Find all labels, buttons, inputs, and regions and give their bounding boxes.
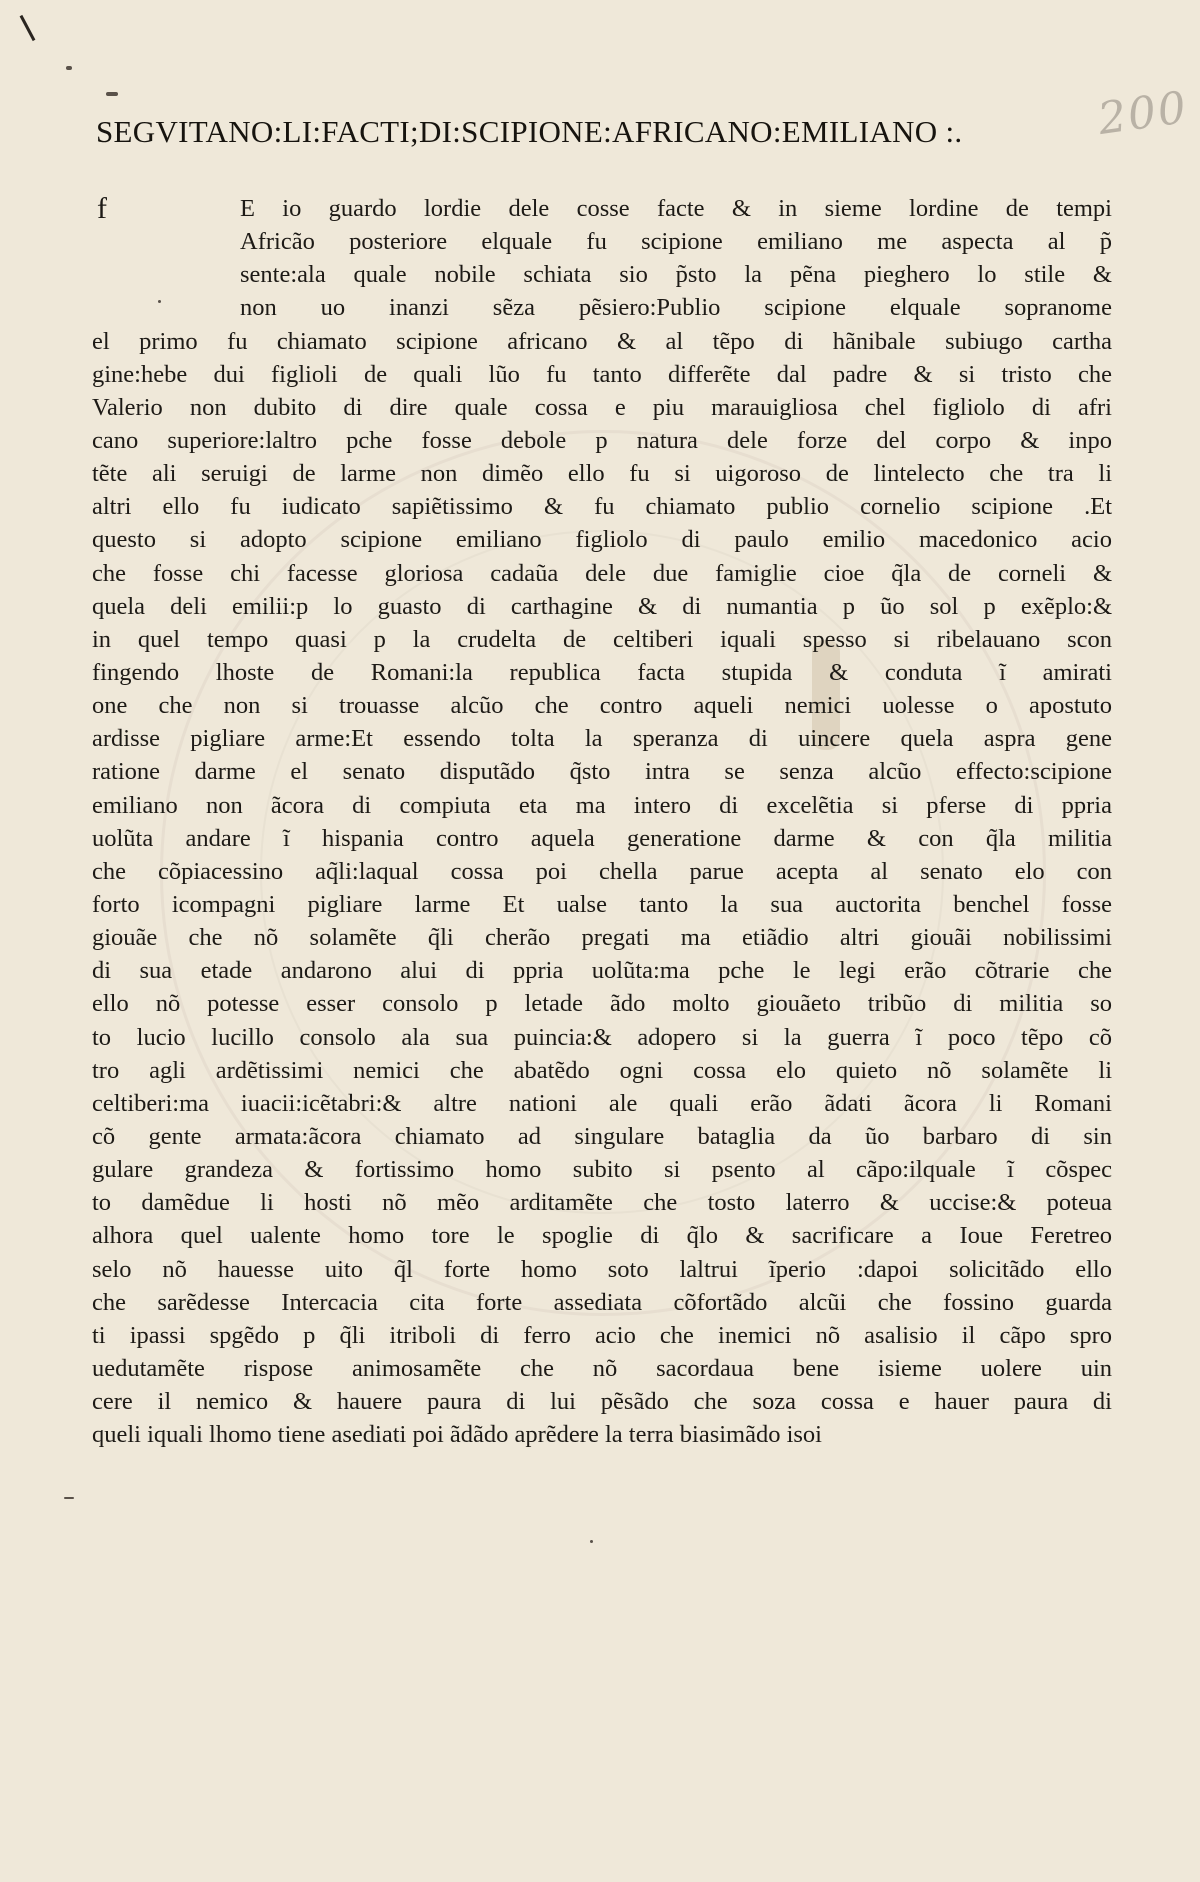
text-line: selo nõ hauesse uito q̃l forte homo soto laltrui ĩperio :dapoi solicitãdo ello: [92, 1255, 1112, 1283]
ink-speck: [64, 1497, 74, 1499]
text-line: celtiberi:ma iuacii:icẽtabri:& altre nationi ale quali erão ãdati ãcora li Romani: [92, 1089, 1112, 1117]
text-line: alhora quel ualente homo tore le spoglie di q̃lo & sacrificare a Ioue Feretreo: [92, 1222, 1112, 1250]
text-line: Valerio non dubito di dire quale cossa e piu marauigliosa chel figliolo di afri: [92, 393, 1112, 421]
text-line: emiliano non ãcora di compiuta eta ma intero di excelẽtia si pferse di ppria: [92, 791, 1112, 819]
text-line: queli iquali lhomo tiene asediati poi ãdãdo aprẽdere la terra biasimãdo isoi: [92, 1421, 822, 1449]
text-line: tẽte ali seruigi de larme non dimẽo ello fu si uigoroso de lintelecto che tra li: [92, 460, 1112, 488]
text-line: one che non si trouasse alcũo che contro aqueli nemici uolesse o apostuto: [92, 692, 1112, 720]
text-line: ardisse pigliare arme:Et essendo tolta la speranza di uincere quela aspra gene: [92, 725, 1112, 753]
text-line: giouãe che nõ solamẽte q̃li cherão pregati ma etiãdio altri giouãi nobilissimi: [92, 924, 1112, 952]
text-line: gine:hebe dui figlioli de quali lũo fu tanto differẽte dal padre & si tristo che: [92, 360, 1112, 388]
text-line: ello nõ potesse esser consolo p letade ãdo molto giouãeto tribũo di militia so: [92, 990, 1112, 1018]
text-line: to lucio lucillo consolo ala sua puincia:& adopero si la guerra ĩ poco tẽpo cõ: [92, 1023, 1112, 1051]
text-line: cere il nemico & hauere paura di lui pẽsãdo che soza cossa e hauer paura di: [92, 1388, 1112, 1416]
ink-speck: [66, 66, 72, 70]
text-line: uedutamẽte rispose animosamẽte che nõ sacordaua bene isieme uolere uin: [92, 1354, 1112, 1382]
text-line: altri ello fu iudicato sapiẽtissimo & fu chiamato publio cornelio scipione .Et: [92, 493, 1112, 521]
text-line: cõ gente armata:ãcora chiamato ad singulare bataglia da ũo barbaro di sin: [92, 1122, 1112, 1150]
text-line: cano superiore:laltro pche fosse debole p natura dele forze del corpo & inpo: [92, 426, 1112, 454]
text-line: non uo inanzi sẽza pẽsiero:Publio scipione elquale sopranome: [240, 294, 1112, 322]
text-line: in quel tempo quasi p la crudelta de celtiberi iquali spesso si ribelauano scon: [92, 625, 1112, 653]
text-line: ratione darme el senato disputãdo q̃sto intra se senza alcũo effecto:scipione: [92, 758, 1112, 786]
text-line: E io guardo lordie dele cosse facte & in sieme lordine de tempi: [240, 195, 1112, 222]
text-line: questo si adopto scipione emiliano figliolo di paulo emilio macedonico acio: [92, 526, 1112, 554]
corner-mark: [20, 15, 36, 41]
text-line: Africão posteriore elquale fu scipione emiliano me aspecta al p̃: [240, 228, 1112, 256]
ink-speck: [106, 92, 118, 96]
folio-number-annotation: 200: [1094, 81, 1192, 146]
text-line: che fosse chi facesse gloriosa cadaũa dele due famiglie cioe q̃la de corneli &: [92, 559, 1112, 587]
text-line: gulare grandeza & fortissimo homo subito si psento al cãpo:ilquale ĩ cõspec: [92, 1156, 1112, 1184]
text-line: quela deli emilii:p lo guasto di carthagine & di numantia p ũo sol p exẽplo:&: [92, 592, 1112, 620]
text-line: che sarẽdesse Intercacia cita forte assediata cõfortãdo alcũi che fossino guarda: [92, 1288, 1112, 1316]
text-line: uolũta andare ĩ hispania contro aquela generatione darme & con q̃la militia: [92, 824, 1112, 852]
text-line: ti ipassi spgẽdo p q̃li itriboli di ferro acio che inemici nõ asalisio il cãpo spro: [92, 1321, 1112, 1349]
text-line: che cõpiacessino aq̃li:laqual cossa poi chella parue acepta al senato elo con: [92, 857, 1112, 885]
body-text: [92, 192, 1112, 1451]
initial-guide-letter: f: [97, 192, 107, 225]
text-line: fingendo lhoste de Romani:la republica facta stupida & conduta ĩ amirati: [92, 658, 1112, 686]
page-heading: SEGVITANO:LI:FACTI;DI:SCIPIONE:AFRICANO:EMILIANO :.: [96, 114, 963, 149]
text-line: tro agli ardẽtissimi nemici che abatẽdo ogni cossa elo quieto nõ solamẽte li: [92, 1056, 1112, 1084]
text-line: di sua etade andarono alui di ppria uolũta:ma pche le legi erão cõtrarie che: [92, 957, 1112, 985]
text-line: to damẽdue li hosti nõ mẽo arditamẽte che tosto laterro & uccise:& poteua: [92, 1189, 1112, 1217]
text-line: forto icompagni pigliare larme Et ualse tanto la sua auctorita benchel fosse: [92, 890, 1112, 918]
text-line: sente:ala quale nobile schiata sio p̃sto la pẽna pieghero lo stile &: [240, 261, 1112, 289]
text-line: el primo fu chiamato scipione africano & al tẽpo di hãnibale subiugo cartha: [92, 327, 1112, 355]
ink-speck: [590, 1540, 593, 1543]
